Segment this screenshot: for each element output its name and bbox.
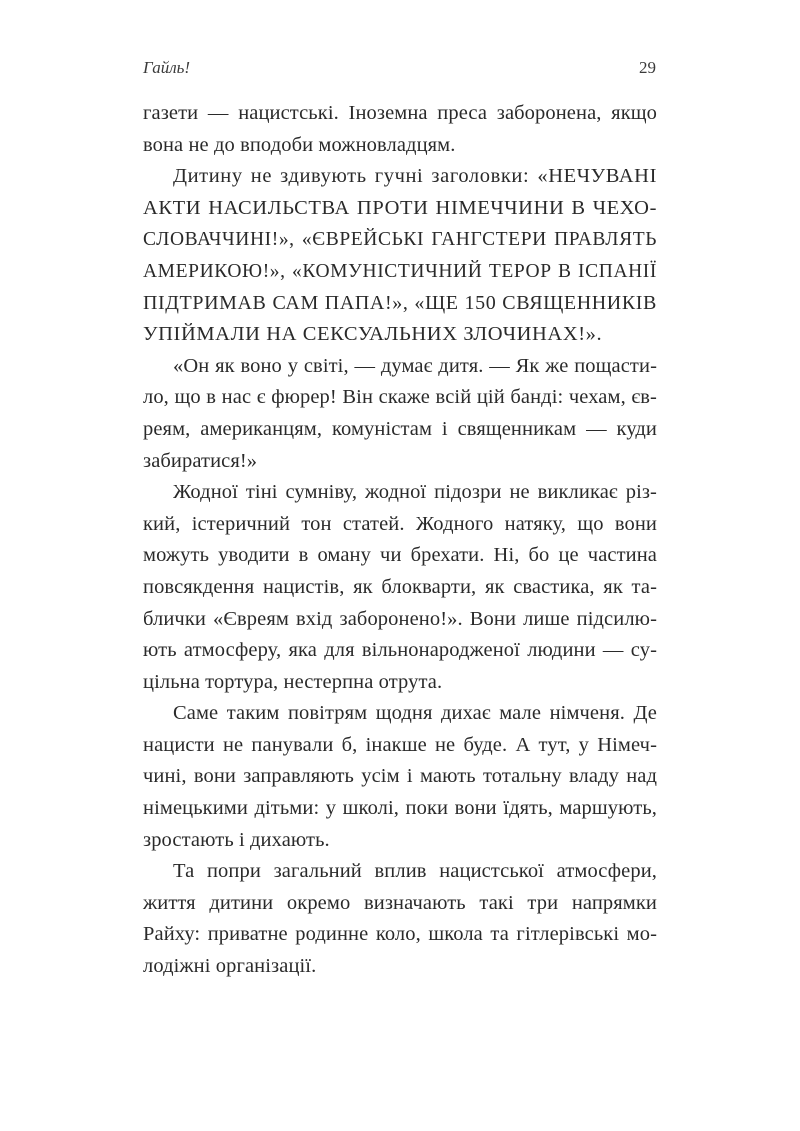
text-line: Райху: приватне родинне коло, школа та гітлерівські мо- bbox=[143, 923, 657, 946]
text-line: забиратися!» bbox=[143, 449, 258, 472]
text-line: УПІЙМАЛИ НА СЕКСУАЛЬНИХ ЗЛОЧИНАХ!». bbox=[143, 323, 603, 346]
text-line: СЛОВАЧЧИНІ!», «ЄВРЕЙСЬКІ ГАНГСТЕРИ ПРАВЛЯТЬ bbox=[143, 229, 657, 251]
text-line: німецькими дітьми: у школі, поки вони їдять, маршують, bbox=[143, 797, 657, 820]
text-line: можуть уводити в оману чи брехати. Ні, бо це частина bbox=[143, 544, 657, 567]
text-line: АКТИ НАСИЛЬСТВА ПРОТИ НІМЕЧЧИНИ В ЧЕХО- bbox=[143, 196, 657, 219]
text-line: АМЕРИКОЮ!», «КОМУНІСТИЧНИЙ ТЕРОР В ІСПАНІЇ bbox=[143, 260, 657, 282]
body-text bbox=[143, 98, 657, 983]
text-line: реям, американцям, комуністам і священникам — куди bbox=[143, 417, 657, 440]
text-line: газети — нацистські. Іноземна преса заборонена, якщо bbox=[143, 102, 657, 124]
text-line: життя дитини окремо визначають такі три напрямки bbox=[143, 891, 657, 914]
text-line: цільна тортура, нестерпна отрута. bbox=[143, 670, 443, 693]
text-line: блички «Євреям вхід заборонено!». Вони лише підсилю- bbox=[143, 607, 657, 630]
text-line: Саме таким повітрям щодня дихає мале німченя. Де bbox=[173, 702, 657, 725]
text-line: нацисти не панували б, інакше не буде. А тут, у Німеч- bbox=[143, 733, 657, 756]
text-line: повсякдення нацистів, як блокварти, як свастика, як та- bbox=[143, 575, 657, 598]
text-line: вона не до вподоби можновладцям. bbox=[143, 133, 456, 156]
text-line: ють атмосферу, яка для вільнонародженої людини — су- bbox=[143, 639, 657, 662]
text-line: зростають і дихають. bbox=[143, 828, 330, 851]
text-line: кий, істеричний тон статей. Жодного натяку, що вони bbox=[143, 512, 657, 535]
text-line: Жодної тіні сумніву, жодної підозри не викликає різ- bbox=[173, 481, 657, 504]
text-line: чині, вони заправляють усім і мають тотальну владу над bbox=[143, 765, 657, 788]
running-head: Гайль! bbox=[143, 58, 191, 77]
text-line: «Он як воно у світі, — думає дитя. — Як же пощасти- bbox=[173, 354, 657, 377]
page-number: 29 bbox=[639, 58, 656, 77]
text-line: лодіжні організації. bbox=[143, 955, 317, 978]
text-line: ло, що в нас є фюрер! Він скаже всій цій банді: чехам, єв- bbox=[143, 386, 657, 409]
text-line: Дитину не здивують гучні заголовки: «НЕЧУВАНІ bbox=[173, 165, 657, 188]
text-line: ПІДТРИМАВ САМ ПАПА!», «ЩЕ 150 СВЯЩЕННИКІВ bbox=[143, 291, 657, 314]
text-line: Та попри загальний вплив нацистської атмосфери, bbox=[173, 860, 657, 883]
